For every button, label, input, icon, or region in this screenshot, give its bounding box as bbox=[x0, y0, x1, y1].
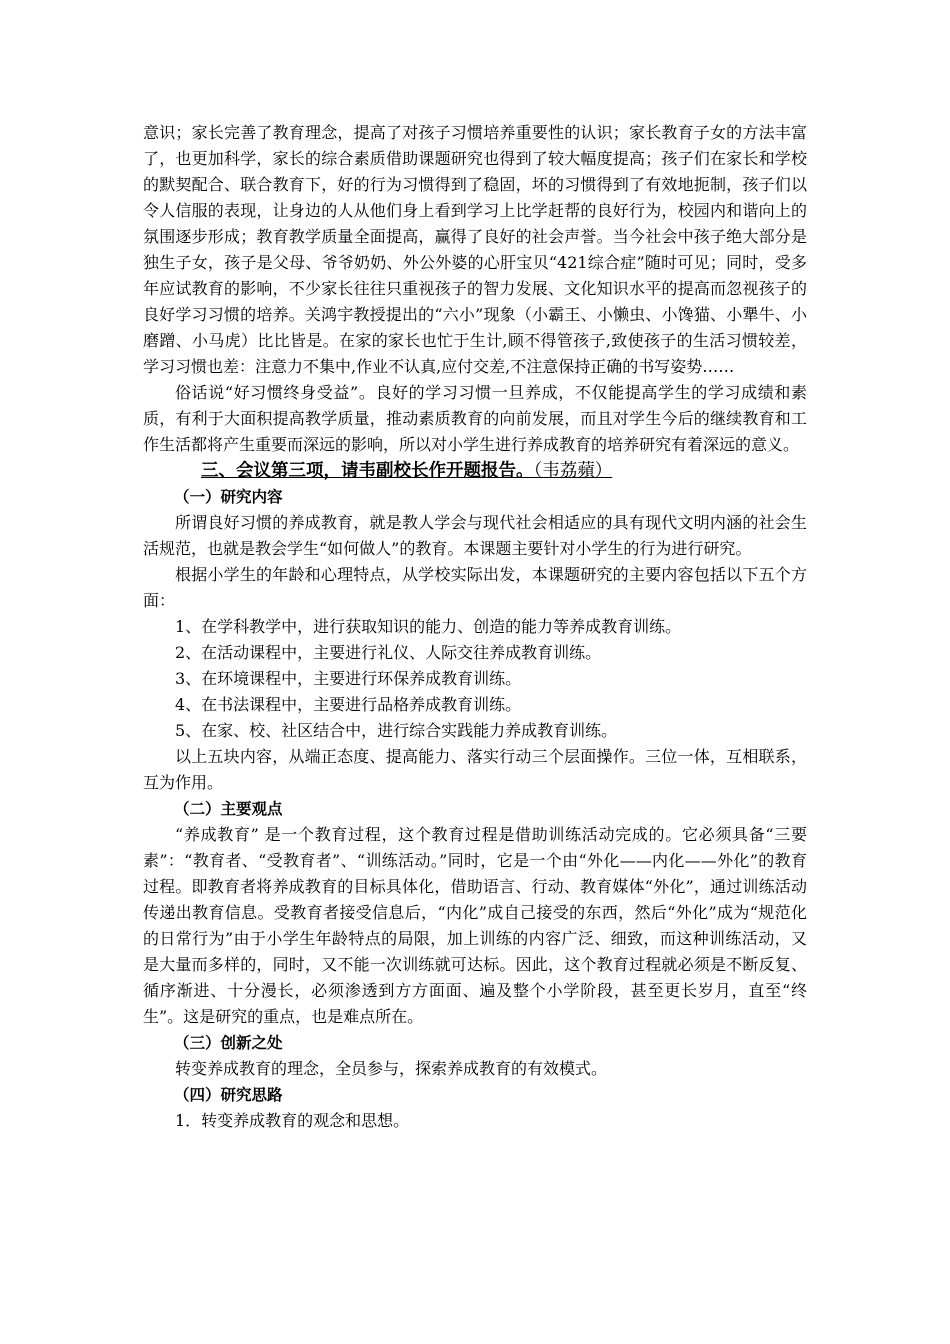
document-page bbox=[143, 120, 807, 1134]
list-item: 5、在家、校、社区结合中，进行综合实践能力养成教育训练。 bbox=[175, 721, 618, 740]
subsection-title-research-approach: （四）研究思路 bbox=[174, 1086, 283, 1104]
heading-main-text: 三、会议第三项，请韦副校长作开题报告。 bbox=[201, 461, 534, 481]
list-item: 3、在环境课程中，主要进行环保养成教育训练。 bbox=[175, 669, 522, 688]
paragraph-main-views: “养成教育” 是一个教育过程，这个教育过程是借助训练活动完成的。它必须具备“三要素”：“教育者、“受教育者”、“训练活动。”同时，它是一个由“外化——内化——外化”的教育过程。即教育者将养成教育的目标具体化，借助语言、行动、教育媒体“外化”，通过训练活动传递出教育信息。受教育者接受信息后，“内化”成自己接受的东西，然后“外化”成为“规范化的日常行为”由于小学生年龄特点的局限，加上训练的内容广泛、细致，而这种训练活动，又是大量而多样的，同时，又不能一次训练就可达标。因此，这个教育过程就必须是不断反复、循序渐进、十分漫长，必须渗透到方方面面、遍及整个小学阶段，甚至更长岁月，直至“终生”。这是研究的重点，也是难点所在。 bbox=[143, 825, 807, 1026]
paragraph-innovation: 转变养成教育的理念，全员参与，探索养成教育的有效模式。 bbox=[175, 1059, 608, 1078]
paragraph-research-scope: 根据小学生的年龄和心理特点，从学校实际出发，本课题研究的主要内容包括以下五个方面： bbox=[143, 565, 807, 610]
paragraph-research-definition: 所谓良好习惯的养成教育，就是教人学会与现代社会相适应的具有现代文明内涵的社会生活规范，也就是教会学生“如何做人”的教育。本课题主要针对小学生的行为进行研究。 bbox=[143, 513, 807, 558]
list-item: 1、在学科教学中，进行获取知识的能力、创造的能力等养成教育训练。 bbox=[175, 617, 682, 636]
subsection-title-main-views: （二）主要观点 bbox=[174, 800, 283, 818]
list-item: 2、在活动课程中，主要进行礼仪、人际交往养成教育训练。 bbox=[175, 643, 602, 662]
section-heading-meeting-item-3 bbox=[201, 458, 807, 484]
heading-speaker: （韦荔蘋） bbox=[533, 461, 613, 481]
paragraph-intro-continuation: 意识；家长完善了教育理念，提高了对孩子习惯培养重要性的认识；家长教育子女的方法丰富了，也更加科学，家长的综合素质借助课题研究也得到了较大幅度提高；孩子们在家长和学校的默契配合、联合教育下，好的行为习惯得到了稳固，坏的习惯得到了有效地扼制，孩子们以令人信服的表现，让身边的人从他们身上看到学习上比学赶帮的良好行为，校园内和谐向上的氛围逐步形成；教育教学质量全面提高，赢得了良好的社会声誉。当今社会中孩子绝大部分是独生子女，孩子是父母、爷爷奶奶、外公外婆的心肝宝贝“421综合症”随时可见；同时，受多年应试教育的影响，不少家长往往只重视孩子的智力发展、文化知识水平的提高而忽视孩子的良好学习习惯的培养。关鸿宇教授提出的“六小”现象（小霸王、小懒虫、小馋猫、小犟牛、小磨蹭、小马虎）比比皆是。在家的家长也忙于生计,顾不得管孩子,致使孩子的生活习惯较差，学习习惯也差：注意力不集中,作业不认真,应付交差,不注意保持正确的书写姿势…… bbox=[143, 123, 807, 376]
subsection-title-innovation: （三）创新之处 bbox=[174, 1034, 283, 1052]
subsection-title-research-content: （一）研究内容 bbox=[174, 488, 283, 506]
paragraph-proverb: 俗话说“好习惯终身受益”。良好的学习习惯一旦养成，不仅能提高学生的学习成绩和素质，有利于大面积提高教学质量，推动素质教育的向前发展，而且对学生今后的继续教育和工作生活都将产生重要而深远的影响，所以对小学生进行养成教育的培养研究有着深远的意义。 bbox=[143, 383, 807, 454]
paragraph-research-summary: 以上五块内容，从端正态度、提高能力、落实行动三个层面操作。三位一体，互相联系，互为作用。 bbox=[143, 747, 807, 792]
paragraph-research-approach: 1．转变养成教育的观念和思想。 bbox=[175, 1111, 410, 1130]
list-item: 4、在书法课程中，主要进行品格养成教育训练。 bbox=[175, 695, 522, 714]
